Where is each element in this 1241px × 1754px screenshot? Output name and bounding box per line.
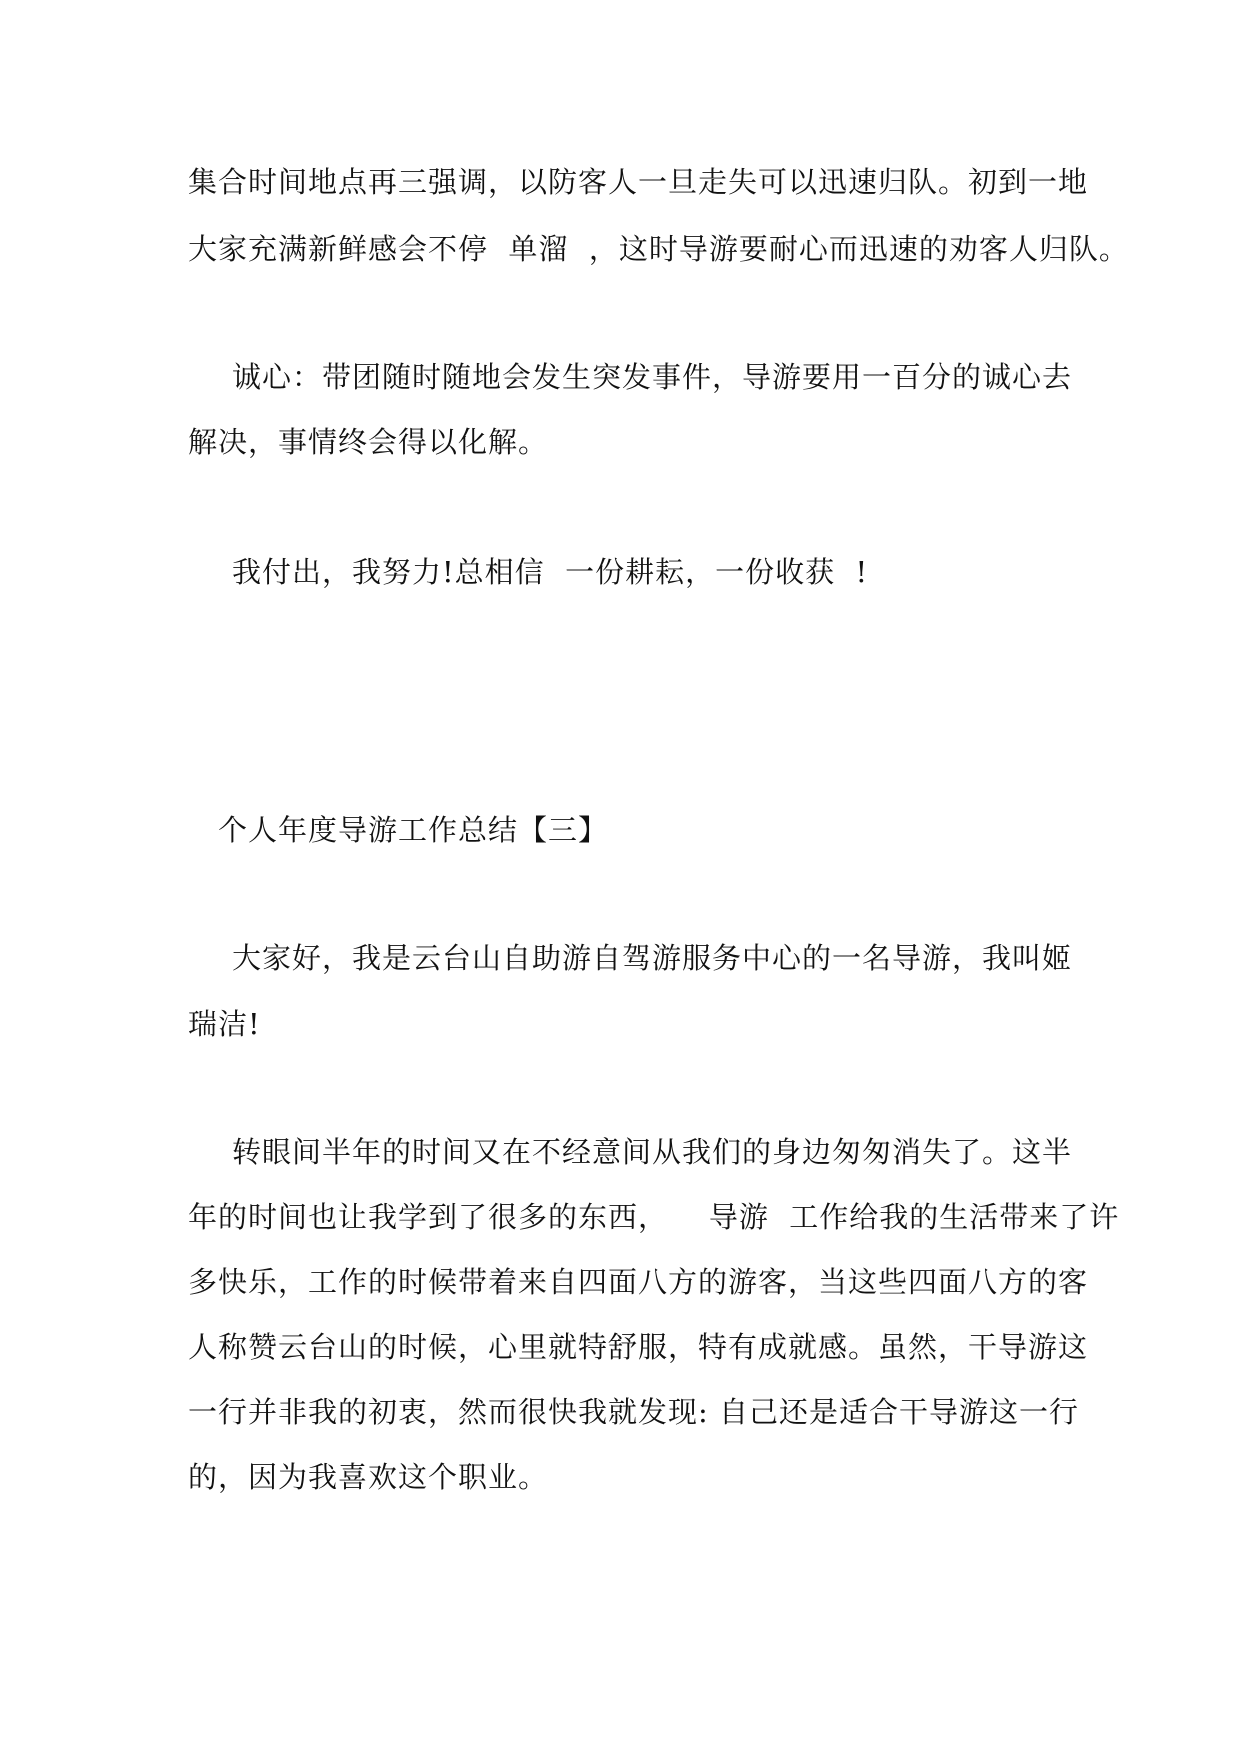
paragraph-line: 多快乐，工作的时候带着来自四面八方的游客，当这些四面八方的客 — [188, 1265, 1089, 1299]
paragraph-line: 年的时间也让我学到了很多的东西， 导游 工作给我的生活带来了许 — [188, 1200, 1120, 1234]
paragraph-line: 人称赞云台山的时候，心里就特舒服，特有成就感。虽然，干导游这 — [188, 1330, 1089, 1364]
paragraph-line: 转眼间半年的时间又在不经意间从我们的身边匆匆消失了。这半 — [232, 1135, 1073, 1169]
paragraph-line: 一行并非我的初衷，然而很快我就发现: 自己还是适合干导游这一行 — [188, 1395, 1079, 1429]
paragraph-line: 诚心：带团随时随地会发生突发事件，导游要用一百分的诚心去 — [232, 360, 1073, 394]
paragraph-line: 大家充满新鲜感会不停 单溜 ，这时导游要耐心而迅速的劝客人归队。 — [188, 232, 1129, 266]
paragraph-line: 解决，事情终会得以化解。 — [188, 425, 549, 459]
paragraph-line: 瑞洁! — [188, 1007, 261, 1041]
paragraph-line: 我付出，我努力!总相信 一份耕耘，一份收获 ! — [232, 555, 869, 589]
paragraph-line: 大家好，我是云台山自助游自驾游服务中心的一名导游，我叫姬 — [232, 941, 1073, 975]
paragraph-line: 的，因为我喜欢这个职业。 — [188, 1460, 549, 1494]
section-heading: 个人年度导游工作总结【三】 — [218, 813, 609, 847]
paragraph-line: 集合时间地点再三强调，以防客人一旦走失可以迅速归队。初到一地 — [188, 165, 1089, 199]
